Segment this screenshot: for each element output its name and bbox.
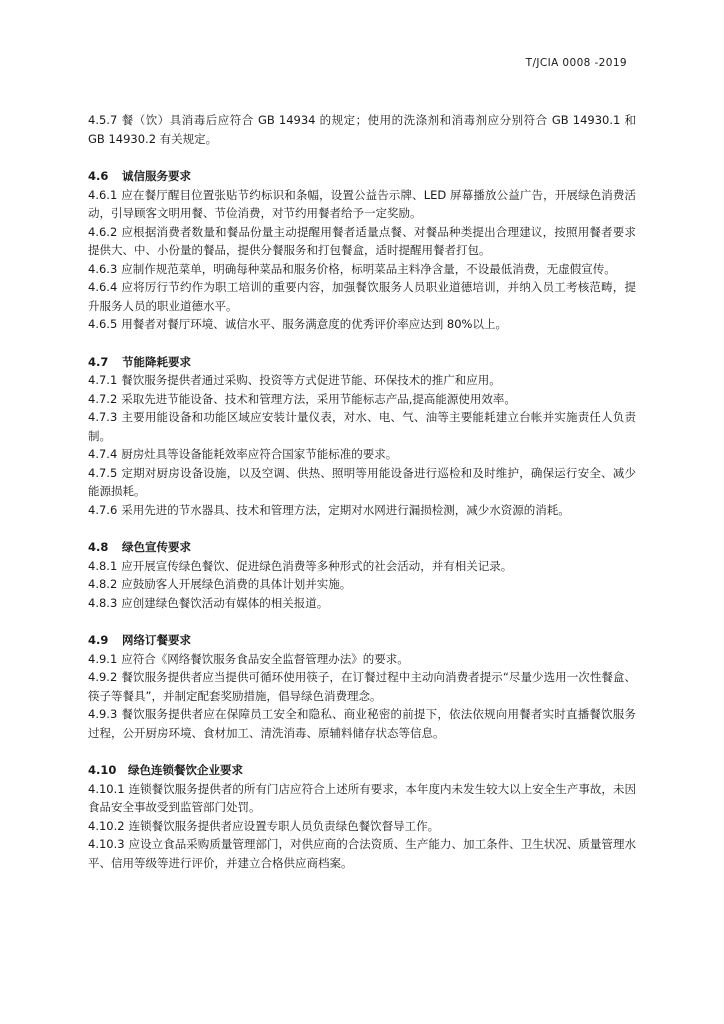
section-number: 4.6 <box>88 169 109 183</box>
clause-4-7-4 <box>88 445 636 464</box>
clause-text: 应创建绿色餐饮活动有媒体的相关报道。 <box>121 595 329 610</box>
clause-text: 应制作规范菜单，明确每种菜品和服务价格，标明菜品主料净含量，不设最低消费，无虚假宣传。 <box>121 261 616 276</box>
clause-4-8-2 <box>88 575 636 594</box>
clause-4-10-3 <box>88 835 636 872</box>
clause-4-8-3 <box>88 594 636 613</box>
section-title: 节能降耗要求 <box>122 354 191 369</box>
clause-number: 4.8.3 <box>88 595 118 610</box>
clause-4-6-5 <box>88 315 636 334</box>
clause-text: 定期对厨房设备设施，以及空调、供热、照明等用能设备进行巡检和及时维护，确保运行安全、减少能源损耗。 <box>88 465 636 498</box>
clause-text: 应开展宣传绿色餐饮、促进绿色消费等多种形式的社会活动，并有相关记录。 <box>121 558 513 573</box>
section-heading-4-10 <box>88 761 636 780</box>
clause-text: 连锁餐饮服务提供者的所有门店应符合上述所有要求，本年度内未发生较大以上安全生产事故，未因食品安全事故受到监管部门处罚。 <box>88 781 636 814</box>
clause-4-7-2 <box>88 390 636 409</box>
clause-4-7-6 <box>88 501 636 520</box>
clause-4-9-3 <box>88 705 636 742</box>
clause-number: 4.6.2 <box>88 224 118 239</box>
clause-number: 4.9.1 <box>88 651 118 666</box>
clause-4-6-1 <box>88 186 636 223</box>
clause-4-7-3 <box>88 408 636 445</box>
section-number: 4.9 <box>88 633 109 647</box>
clause-text: 应在餐厅醒目位置张贴节约标识和条幅，设置公益告示牌、LED 屏幕播放公益广告，开展绿色消费活动，引导顾客文明用餐、节俭消费，对节约用餐者给予一定奖励。 <box>88 187 636 220</box>
clause-text: 餐饮服务提供者应当提供可循环使用筷子，在订餐过程中主动向消费者提示“尽量少选用一次性餐盒、筷子等餐具”，并制定配套奖励措施，倡导绿色消费理念。 <box>88 670 636 703</box>
clause-text: 采取先进节能设备、技术和管理方法，采用节能标志产品,提高能源使用效率。 <box>121 391 516 406</box>
clause-4-9-2 <box>88 668 636 705</box>
clause-text: 应鼓励客人开展绿色消费的具体计划并实施。 <box>121 577 352 591</box>
document-body <box>88 111 636 872</box>
clause-4-6-2 <box>88 223 636 260</box>
clause-number: 4.7.6 <box>88 502 118 517</box>
standard-code-header: T/JCIA 0008 -2019 <box>525 57 627 69</box>
clause-text: 主要用能设备和功能区域应安装计量仪表，对水、电、气、油等主要能耗建立台帐并实施责任人负责制。 <box>88 410 636 443</box>
clause-text: 餐饮服务提供者通过采购、投资等方式促进节能、环保技术的推广和应用。 <box>121 373 501 387</box>
clause-text: 应根据消费者数量和餐品份量主动提醒用餐者适量点餐、对餐品种类提出合理建议，按照用餐者要求提供大、中、小份量的餐品，提供分餐服务和打包餐盒，适时提醒用餐者打包。 <box>88 224 636 257</box>
clause-text: 应符合《网络餐饮服务食品安全监督管理办法》的要求。 <box>121 651 409 666</box>
clause-text: 采用先进的节水器具、技术和管理方法，定期对水网进行漏损检测，减少水资源的消耗。 <box>121 502 570 517</box>
clause-text: 餐饮服务提供者应在保障员工安全和隐私、商业秘密的前提下，依法依规向用餐者实时直播餐饮服务过程，公开厨房环境、食材加工、清洗消毒、原辅料储存状态等信息。 <box>88 707 636 740</box>
clause-4-6-4 <box>88 278 636 315</box>
clause-number: 4.10.3 <box>88 837 125 851</box>
clause-number: 4.6.5 <box>88 317 118 331</box>
section-heading-4-8 <box>88 538 636 557</box>
clause-text: 厨房灶具等设备能耗效率应符合国家节能标准的要求。 <box>121 447 398 461</box>
clause-4-5-7 <box>88 111 636 148</box>
clause-4-7-1 <box>88 371 636 390</box>
clause-4-9-1 <box>88 650 636 669</box>
section-number: 4.8 <box>88 540 109 554</box>
section-title: 绿色连锁餐饮企业要求 <box>128 763 243 777</box>
clause-text: 用餐者对餐厅环境、诚信水平、服务满意度的优秀评价率应达到 80%以上。 <box>121 317 507 331</box>
clause-number: 4.10.2 <box>88 818 125 833</box>
clause-text: 应将厉行节约作为职工培训的重要内容，加强餐饮服务人员职业道德培训，并纳入员工考核范畴，提升服务人员的职业道德水平。 <box>88 280 636 313</box>
clause-number: 4.5.7 <box>88 113 118 127</box>
clause-number: 4.7.1 <box>88 373 118 387</box>
section-title: 诚信服务要求 <box>122 169 191 183</box>
clause-4-8-1 <box>88 557 636 576</box>
clause-number: 4.7.5 <box>88 465 118 480</box>
section-title: 绿色宣传要求 <box>122 540 191 554</box>
clause-number: 4.6.1 <box>88 187 118 202</box>
clause-4-6-3 <box>88 260 636 279</box>
clause-number: 4.7.2 <box>88 391 118 406</box>
clause-number: 4.8.2 <box>88 577 118 591</box>
clause-4-7-5 <box>88 464 636 501</box>
section-number: 4.10 <box>88 763 117 777</box>
clause-number: 4.7.4 <box>88 447 118 461</box>
clause-number: 4.7.3 <box>88 410 118 424</box>
section-heading-4-9 <box>88 631 636 650</box>
clause-number: 4.6.3 <box>88 261 118 276</box>
section-heading-4-6 <box>88 167 636 186</box>
section-heading-4-7 <box>88 353 636 372</box>
clause-text: 连锁餐饮服务提供者应设置专职人员负责绿色餐饮督导工作。 <box>128 818 440 833</box>
clause-text: 应设立食品采购质量管理部门，对供应商的合法资质、生产能力、加工条件、卫生状况、质量管理水平、信用等级等进行评价，并建立合格供应商档案。 <box>88 837 636 870</box>
clause-4-10-1 <box>88 780 636 817</box>
clause-number: 4.10.1 <box>88 781 125 796</box>
clause-number: 4.9.2 <box>88 670 118 684</box>
clause-number: 4.6.4 <box>88 280 118 294</box>
clause-text: 餐（饮）具消毒后应符合 GB 14934 的规定；使用的洗涤剂和消毒剂应分别符合 GB 14930.1 和 GB 14930.2 有关规定。 <box>88 113 636 146</box>
clause-number: 4.9.3 <box>88 707 118 721</box>
section-title: 网络订餐要求 <box>122 633 191 647</box>
clause-number: 4.8.1 <box>88 558 118 573</box>
section-number: 4.7 <box>88 354 109 369</box>
clause-4-10-2 <box>88 817 636 836</box>
